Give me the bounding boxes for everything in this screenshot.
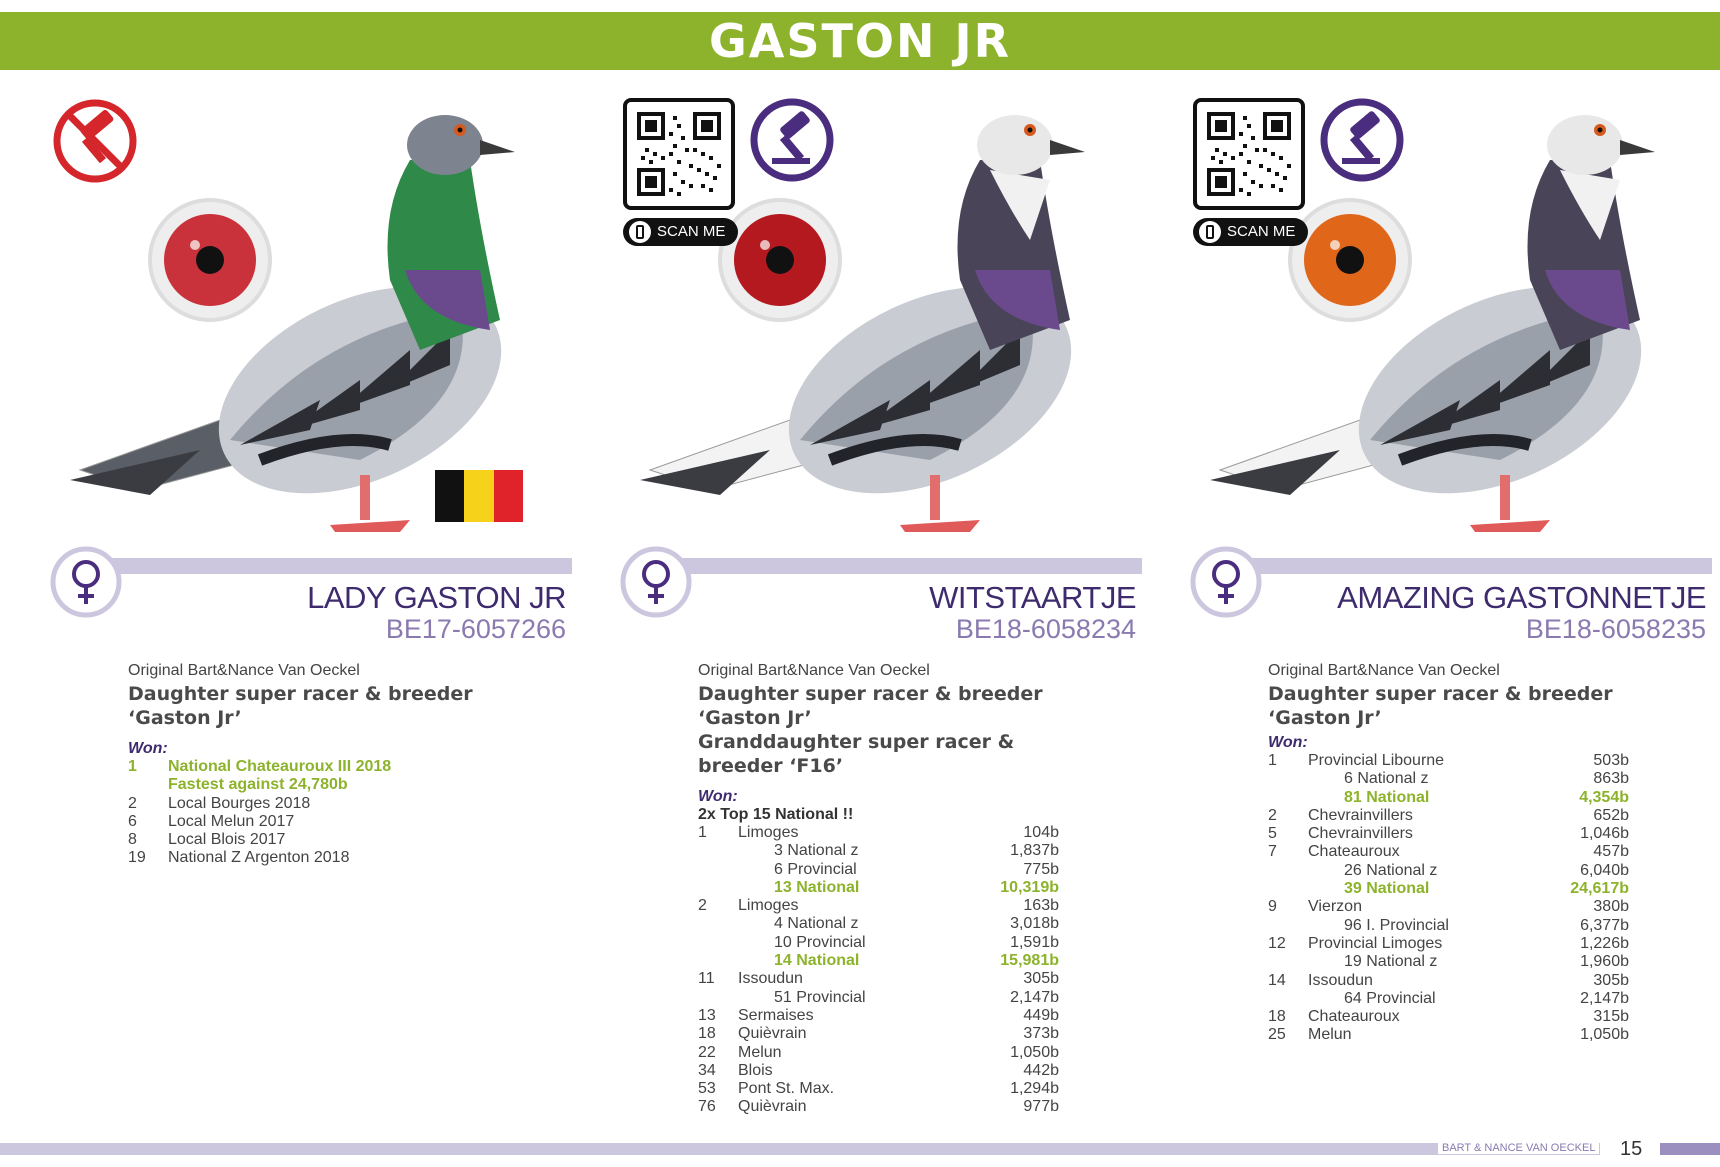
result-rank [698, 879, 738, 897]
result-birds: 863b [1593, 770, 1629, 788]
result-row [1268, 953, 1629, 971]
scan-me-button[interactable] [623, 218, 738, 246]
result-birds: 1,837b [1010, 842, 1059, 860]
result-race: Limoges [738, 897, 799, 915]
result-race: Chateauroux [1308, 843, 1400, 861]
result-race: Provincial Limoges [1308, 934, 1443, 952]
result-row [698, 879, 1059, 897]
result-rank [698, 915, 738, 933]
result-row [698, 989, 1059, 1007]
result-birds: 1,591b [1010, 933, 1059, 951]
result-rank [128, 776, 168, 794]
result-rank: 18 [1268, 1008, 1286, 1026]
result-rank [1268, 990, 1308, 1008]
result-race: 51 Provincial [774, 988, 866, 1006]
result-row [698, 934, 1059, 952]
ring-number: BE18-6058234 [955, 614, 1136, 644]
result-birds: 1,046b [1580, 825, 1629, 843]
result-race: 6 National z [1344, 770, 1429, 788]
origin-text: Original Bart&Nance Van Oeckel [698, 662, 930, 679]
result-rank: 76 [698, 1098, 716, 1116]
result-row [698, 861, 1059, 879]
result-race: Quièvrain [738, 1098, 807, 1116]
result-race: Chevrainvillers [1308, 825, 1413, 843]
pedigree-line: Daughter super racer & breeder [128, 683, 473, 705]
result-rank: 25 [1268, 1026, 1286, 1044]
qr-code-icon[interactable] [1193, 98, 1305, 210]
result-row [128, 813, 498, 831]
result-rank [1268, 917, 1308, 935]
pedigree-line: ‘Gaston Jr’ [128, 707, 242, 729]
result-row [698, 952, 1059, 970]
ring-number: BE18-6058235 [1525, 614, 1706, 644]
bird-info [698, 662, 1138, 1117]
female-symbol-icon [50, 546, 122, 618]
result-rank [698, 989, 738, 1007]
result-race: 13 National [774, 878, 860, 896]
result-rank: 5 [1268, 825, 1277, 843]
won-label: Won: [128, 740, 168, 757]
bird-info [128, 662, 568, 868]
result-race: 96 I. Provincial [1344, 916, 1449, 934]
result-rank [698, 952, 738, 970]
result-rank: 18 [698, 1025, 716, 1043]
female-symbol-icon [620, 546, 692, 618]
scan-me-label: SCAN ME [1227, 223, 1296, 240]
result-race: National Chateauroux III 2018 [168, 758, 392, 775]
bird-card-1 [50, 90, 570, 1140]
result-birds: 1,050b [1010, 1043, 1059, 1061]
footer-text: BART & NANCE VAN OECKEL [1438, 1142, 1599, 1154]
result-birds: 315b [1593, 1008, 1629, 1026]
result-race: 39 National [1344, 880, 1430, 898]
result-row [698, 915, 1059, 933]
pedigree-line: breeder ‘F16’ [698, 755, 844, 777]
result-rank: 1 [1268, 752, 1277, 769]
result-race: 4 National z [774, 915, 859, 933]
bird-card-3 [1190, 90, 1710, 1140]
result-birds: 652b [1593, 806, 1629, 824]
result-birds: 449b [1023, 1006, 1059, 1024]
result-rank [698, 934, 738, 952]
result-rank: 8 [128, 831, 137, 849]
result-rank: 6 [128, 812, 137, 830]
result-race: Vierzon [1308, 898, 1362, 916]
bird-name: AMAZING GASTONNETJE [1337, 580, 1706, 615]
result-row [128, 776, 498, 794]
result-race: Melun [1308, 1026, 1352, 1044]
result-row [1268, 862, 1629, 880]
pedigree-line: Daughter super racer & breeder [1268, 683, 1613, 705]
result-birds: 503b [1593, 752, 1629, 769]
results-subheading: 2x Top 15 National !! [698, 806, 854, 823]
results-table [698, 824, 1059, 1117]
result-row [698, 897, 1059, 915]
result-birds: 1,294b [1010, 1080, 1059, 1098]
result-row [1268, 990, 1629, 1008]
result-birds: 104b [1023, 824, 1059, 841]
result-rank [698, 842, 738, 860]
result-row [698, 1062, 1059, 1080]
result-birds: 1,226b [1580, 934, 1629, 952]
ring-number: BE17-6057266 [385, 614, 566, 644]
result-birds: 380b [1593, 898, 1629, 916]
result-rank: 9 [1268, 898, 1277, 916]
result-birds: 1,050b [1580, 1026, 1629, 1044]
result-row [698, 1044, 1059, 1062]
result-rank [1268, 789, 1308, 807]
result-rank [1268, 953, 1308, 971]
result-race: Quièvrain [738, 1025, 807, 1043]
result-rank: 19 [128, 849, 146, 867]
won-label: Won: [1268, 734, 1308, 751]
result-row [1268, 807, 1629, 825]
result-race: Local Blois 2017 [168, 831, 286, 849]
bird-card-2 [620, 90, 1140, 1140]
result-birds: 977b [1023, 1098, 1059, 1116]
result-row [1268, 1026, 1629, 1044]
bird-info [1268, 662, 1708, 1045]
name-divider [112, 558, 572, 574]
result-row [1268, 917, 1629, 935]
result-birds: 442b [1023, 1061, 1059, 1079]
result-race: Sermaises [738, 1006, 814, 1024]
result-birds: 2,147b [1580, 989, 1629, 1007]
result-rank: 14 [1268, 971, 1286, 989]
female-symbol-icon [1190, 546, 1262, 618]
result-race: 10 Provincial [774, 933, 866, 951]
result-birds: 457b [1593, 843, 1629, 861]
result-race: 26 National z [1344, 861, 1438, 879]
result-row [1268, 770, 1629, 788]
result-birds: 24,617b [1570, 880, 1629, 898]
result-row [1268, 1008, 1629, 1026]
result-row [698, 842, 1059, 860]
result-row [698, 970, 1059, 988]
pedigree-line: Daughter super racer & breeder [698, 683, 1043, 705]
result-race: Issoudun [738, 970, 803, 988]
result-row [698, 1098, 1059, 1116]
result-row [1268, 972, 1629, 990]
result-birds: 1,960b [1580, 953, 1629, 971]
result-race: Local Melun 2017 [168, 812, 295, 830]
result-row [128, 758, 498, 776]
result-birds: 6,040b [1580, 861, 1629, 879]
result-birds: 4,354b [1579, 788, 1629, 806]
result-rank: 7 [1268, 843, 1277, 861]
result-race: 64 Provincial [1344, 989, 1436, 1007]
result-rank: 22 [698, 1043, 716, 1061]
result-birds: 305b [1023, 970, 1059, 988]
result-race: Melun [738, 1043, 782, 1061]
result-race: 19 National z [1344, 953, 1438, 971]
result-rank: 2 [128, 794, 137, 812]
result-race: National Z Argenton 2018 [168, 849, 350, 867]
qr-code-icon[interactable] [623, 98, 735, 210]
result-race: Fastest against 24,780b [168, 776, 348, 794]
result-rank: 1 [698, 824, 707, 841]
result-rank: 1 [128, 758, 137, 775]
result-rank: 53 [698, 1080, 716, 1098]
result-birds: 373b [1023, 1025, 1059, 1043]
won-label: Won: [698, 788, 738, 805]
result-birds: 10,319b [1000, 878, 1059, 896]
result-race: 3 National z [774, 842, 859, 860]
result-row [698, 1007, 1059, 1025]
title-banner [0, 12, 1720, 70]
pedigree-line: Granddaughter super racer & [698, 731, 1015, 753]
bird-name: WITSTAARTJE [929, 580, 1136, 615]
bird-name: LADY GASTON JR [307, 580, 566, 615]
result-rank [698, 861, 738, 879]
result-birds: 775b [1023, 860, 1059, 878]
result-race: Chateauroux [1308, 1008, 1400, 1026]
result-race: Limoges [738, 824, 799, 841]
result-row [1268, 935, 1629, 953]
auction-gavel-icon[interactable] [748, 96, 836, 184]
name-divider [682, 558, 1142, 574]
result-race: Local Bourges 2018 [168, 794, 311, 812]
result-row [128, 849, 498, 867]
results-table [1268, 752, 1629, 1045]
phone-icon [1199, 221, 1221, 243]
result-rank: 2 [698, 897, 707, 915]
result-row [698, 1025, 1059, 1043]
result-race: Pont St. Max. [738, 1080, 835, 1098]
scan-me-label: SCAN ME [657, 223, 726, 240]
no-auction-icon [50, 96, 140, 186]
origin-text: Original Bart&Nance Van Oeckel [128, 662, 360, 679]
result-birds: 305b [1593, 971, 1629, 989]
result-rank: 2 [1268, 806, 1277, 824]
auction-gavel-icon[interactable] [1318, 96, 1406, 184]
result-rank [1268, 880, 1308, 898]
result-birds: 15,981b [1000, 952, 1059, 970]
scan-me-button[interactable] [1193, 218, 1308, 246]
result-row [1268, 898, 1629, 916]
result-row [1268, 843, 1629, 861]
result-race: 14 National [774, 952, 860, 970]
result-race: Provincial Libourne [1308, 752, 1445, 769]
result-birds: 163b [1023, 897, 1059, 915]
results-table [128, 758, 498, 868]
result-rank [1268, 862, 1308, 880]
result-race: Issoudun [1308, 971, 1373, 989]
result-row [1268, 825, 1629, 843]
footer-accent [1660, 1143, 1720, 1155]
name-divider [1252, 558, 1712, 574]
result-race: 81 National [1344, 788, 1430, 806]
result-birds: 3,018b [1010, 915, 1059, 933]
result-row [698, 1080, 1059, 1098]
result-row [1268, 752, 1629, 770]
page-title: GASTON JR [708, 14, 1012, 68]
result-row [698, 824, 1059, 842]
footer-bar [0, 1143, 1600, 1155]
result-row [1268, 880, 1629, 898]
pedigree-line: ‘Gaston Jr’ [698, 707, 812, 729]
page-number: 15 [1620, 1138, 1643, 1160]
belgium-flag-icon [435, 470, 523, 522]
phone-icon [629, 221, 651, 243]
result-row [128, 831, 498, 849]
result-rank: 34 [698, 1061, 716, 1079]
origin-text: Original Bart&Nance Van Oeckel [1268, 662, 1500, 679]
result-row [128, 795, 498, 813]
result-birds: 2,147b [1010, 988, 1059, 1006]
result-birds: 6,377b [1580, 916, 1629, 934]
result-rank: 12 [1268, 934, 1286, 952]
result-race: Chevrainvillers [1308, 806, 1413, 824]
result-row [1268, 789, 1629, 807]
result-rank: 13 [698, 1006, 716, 1024]
result-race: Blois [738, 1061, 773, 1079]
result-race: 6 Provincial [774, 860, 857, 878]
result-rank [1268, 770, 1308, 788]
result-rank: 11 [698, 970, 715, 988]
pedigree-line: ‘Gaston Jr’ [1268, 707, 1382, 729]
